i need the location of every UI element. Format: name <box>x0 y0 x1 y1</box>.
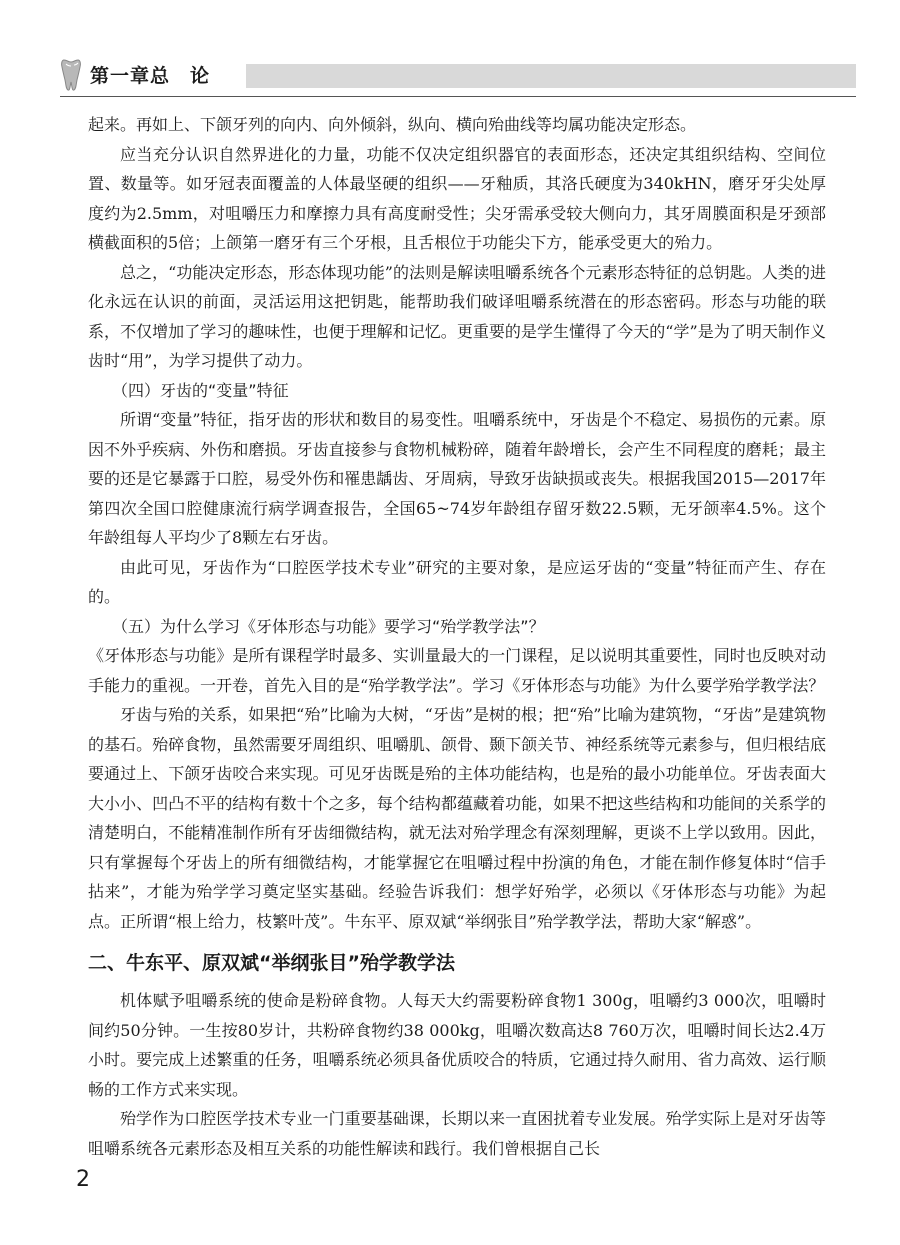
page-number: 2 <box>76 1167 90 1192</box>
running-header <box>60 58 856 94</box>
chapter-title: 第一章总 论 <box>90 65 211 87</box>
paragraph: 《牙体形态与功能》是所有课程学时最多、实训量最大的一门课程，足以说明其重要性，同时也反映对动手能力的重视。一开卷，首先入目的是“殆学教学法”。学习《牙体形态与功能》为什么要学殆学教学法？ <box>88 646 826 695</box>
paragraph: 殆学作为口腔医学技术专业一门重要基础课，长期以来一直困扰着专业发展。殆学实际上是对牙齿等咀嚼系统各元素形态及相互关系的功能性解读和践行。我们曾根据自己长 <box>88 1109 826 1158</box>
paragraph: 起来。再如上、下颌牙列的向内、向外倾斜，纵向、横向殆曲线等均属功能决定形态。 <box>88 115 697 134</box>
paragraph: 机体赋予咀嚼系统的使命是粉碎食物。人每天大约需要粉碎食物1 300g，咀嚼约3 000次，咀嚼时间约50分钟。一生按80岁计，共粉碎食物约38 000kg，咀嚼次数高达8 760万次，咀嚼时间长达2.4万小时。要完成上述繁重的任务，咀嚼系统必须具备优质咬合的特质，它通过持久耐用、省力高效、运行顺畅的工作方式来实现。 <box>88 991 826 1099</box>
tooth-icon <box>60 58 82 92</box>
paragraph: 总之，“功能决定形态，形态体现功能”的法则是解读咀嚼系统各个元素形态特征的总钥匙。人类的进化永远在认识的前面，灵活运用这把钥匙，能帮助我们破译咀嚼系统潜在的形态密码。形态与功能的联系，不仅增加了学习的趣味性，也便于理解和记忆。更重要的是学生懂得了今天的“学”是为了明天制作义齿时“用”，为学习提供了动力。 <box>88 262 826 370</box>
subheading: （四）牙齿的“变量”特征 <box>112 380 289 400</box>
paragraph: 应当充分认识自然界进化的力量，功能不仅决定组织器官的表面形态，还决定其组织结构、空间位置、数量等。如牙冠表面覆盖的人体最坚硬的组织——牙釉质，其洛氏硬度为340kHN，磨牙牙尖处厚度约为2.5mm，对咀嚼压力和摩擦力具有高度耐受性；尖牙需承受较大侧向力，其牙周膜面积是牙颈部横截面积的5倍；上颌第一磨牙有三个牙根，且舌根位于功能尖下方，能承受更大的殆力。 <box>88 144 826 252</box>
header-bar <box>246 64 856 88</box>
section-heading: 二、牛东平、原双斌“举纲张目”殆学教学法 <box>88 952 455 974</box>
body-text <box>88 110 826 1163</box>
paragraph: 所谓“变量”特征，指牙齿的形状和数目的易变性。咀嚼系统中，牙齿是个不稳定、易损伤的元素。原因不外乎疾病、外伤和磨损。牙齿直接参与食物机械粉碎，随着年龄增长，会产生不同程度的磨耗；最主要的还是它暴露于口腔，易受外伤和罹患龋齿、牙周病，导致牙齿缺损或丧失。根据我国2015—2017年第四次全国口腔健康流行病学调查报告，全国65~74岁年龄组存留牙数22.5颗，无牙颌率4.5%。这个年龄组每人平均少了8颗左右牙齿。 <box>88 410 826 547</box>
paragraph: 由此可见，牙齿作为“口腔医学技术专业”研究的主要对象，是应运牙齿的“变量”特征而产生、存在的。 <box>88 557 826 606</box>
paragraph: 牙齿与殆的关系，如果把“殆”比喻为大树，“牙齿”是树的根；把“殆”比喻为建筑物，“牙齿”是建筑物的基石。殆碎食物，虽然需要牙周组织、咀嚼肌、颌骨、颞下颌关节、神经系统等元素参与，但归根结底要通过上、下颌牙齿咬合来实现。可见牙齿既是殆的主体功能结构，也是殆的最小功能单位。牙齿表面大大小小、凹凸不平的结构有数十个之多，每个结构都蕴藏着功能，如果不把这些结构和功能间的关系学的清楚明白，不能精准制作所有牙齿细微结构，就无法对殆学理念有深刻理解，更谈不上学以致用。因此，只有掌握每个牙齿上的所有细微结构，才能掌握它在咀嚼过程中扮演的角色，才能在制作修复体时“信手拈来”，才能为殆学学习奠定坚实基础。经验告诉我们：想学好殆学，必须以《牙体形态与功能》为起点。正所谓“根上给力，枝繁叶茂”。牛东平、原双斌“举纲张目”殆学教学法，帮助大家“解惑”。 <box>88 705 826 931</box>
header-rule <box>60 96 856 97</box>
subheading: （五）为什么学习《牙体形态与功能》要学习“殆学教学法”？ <box>112 616 545 636</box>
